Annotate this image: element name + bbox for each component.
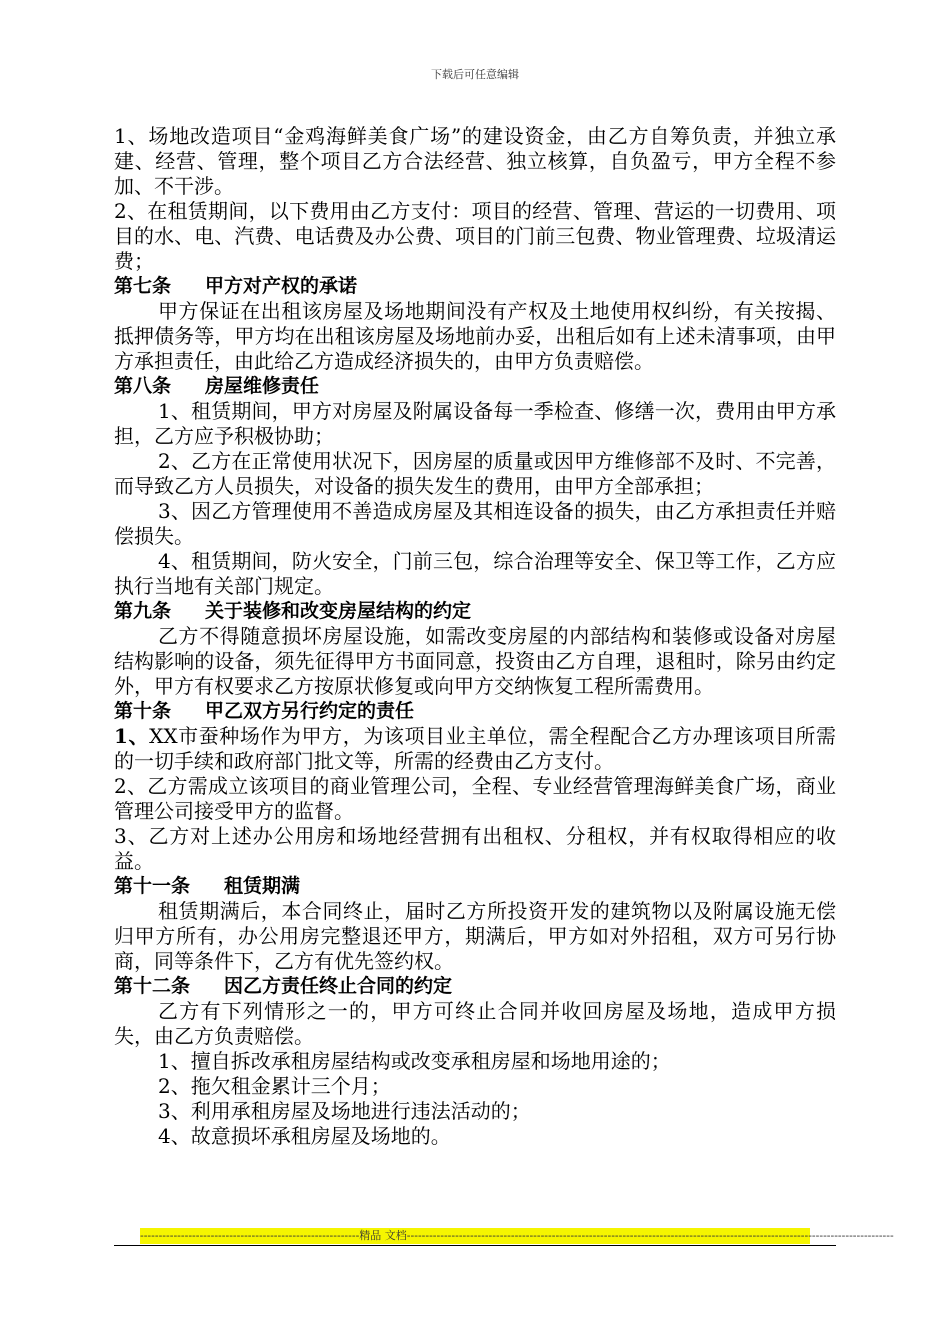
paragraph bbox=[114, 399, 836, 449]
article-title: 关于装修和改变房屋结构的约定 bbox=[205, 600, 472, 622]
paragraph-text: 3、乙方对上述办公用房和场地经营拥有出租权、分租权，并有权取得相应的收益。 bbox=[114, 824, 836, 873]
footer-rule bbox=[114, 1245, 836, 1246]
paragraph bbox=[114, 549, 836, 599]
paragraph bbox=[114, 624, 836, 699]
paragraph-text: 乙方有下列情形之一的，甲方可终止合同并收回房屋及场地，造成甲方损失，由乙方负责赔偿。 bbox=[114, 999, 836, 1048]
footer-watermark: -----------------------------------------------------------精品 文档----------------------------------------------------------------------------------------------------------------------------------- bbox=[140, 1229, 894, 1242]
paragraph-text: 甲方保证在出租该房屋及场地期间没有产权及土地使用权纠纷，有关按揭、抵押债务等，甲方均在出租该房屋及场地前办妥，出租后如有上述未清事项，由甲方承担责任，由此给乙方造成经济损失的，由甲方负责赔偿。 bbox=[114, 299, 836, 373]
article-heading bbox=[114, 974, 836, 999]
paragraph bbox=[114, 499, 836, 549]
paragraph-text: 乙方不得随意损坏房屋设施，如需改变房屋的内部结构和装修或设备对房屋结构影响的设备，须先征得甲方书面同意，投资由乙方自理，退租时，除另由约定外，甲方有权要求乙方按原状修复或向甲方交纳恢复工程所需费用。 bbox=[114, 624, 836, 698]
paragraph bbox=[114, 1124, 836, 1149]
paragraph bbox=[114, 774, 836, 824]
article-number: 第十二条 bbox=[114, 975, 191, 997]
article-heading bbox=[114, 699, 836, 724]
article-number: 第十一条 bbox=[114, 875, 191, 897]
page-header-note: 下载后可任意编辑 bbox=[431, 68, 519, 81]
article-heading bbox=[114, 874, 836, 899]
paragraph bbox=[114, 824, 836, 874]
paragraph-text: 3、利用承租房屋及场地进行违法活动的； bbox=[158, 1099, 531, 1123]
paragraph bbox=[114, 1074, 836, 1099]
paragraph-text: 1、擅自拆改承租房屋结构或改变承租房屋和场地用途的； bbox=[158, 1049, 671, 1073]
paragraph bbox=[114, 899, 836, 974]
paragraph-text: 2、在租赁期间，以下费用由乙方支付：项目的经营、管理、营运的一切费用、项目的水、电、汽费、电话费及办公费、项目的门前三包费、物业管理费、垃圾清运费； bbox=[114, 199, 836, 273]
paragraph bbox=[114, 1049, 836, 1074]
paragraph-text: 1、场地改造项目“金鸡海鲜美食广场”的建设资金，由乙方自筹负责，并独立承建、经营、管理，整个项目乙方合法经营、独立核算，自负盈亏，甲方全程不参加、不干涉。 bbox=[114, 124, 836, 198]
article-heading bbox=[114, 274, 836, 299]
article-title: 租赁期满 bbox=[224, 875, 301, 897]
paragraph-text: 4、租赁期间，防火安全，门前三包，综合治理等安全、保卫等工作，乙方应执行当地有关部门规定。 bbox=[114, 549, 836, 598]
article-title: 甲乙双方另行约定的责任 bbox=[205, 700, 415, 722]
paragraph-number: 1、 bbox=[114, 724, 150, 748]
paragraph bbox=[114, 449, 836, 499]
article-title: 甲方对产权的承诺 bbox=[205, 275, 358, 297]
paragraph bbox=[114, 1099, 836, 1124]
paragraph bbox=[114, 199, 836, 274]
paragraph-text: 租赁期满后，本合同终止，届时乙方所投资开发的建筑物以及附属设施无偿归甲方所有，办公用房完整退还甲方，期满后，甲方如对外招租，双方可另行协商，同等条件下，乙方有优先签约权。 bbox=[114, 899, 836, 973]
paragraph-text: 2、拖欠租金累计三个月； bbox=[158, 1074, 391, 1098]
article-number: 第八条 bbox=[114, 375, 172, 397]
article-number: 第七条 bbox=[114, 275, 172, 297]
article-heading bbox=[114, 599, 836, 624]
paragraph bbox=[114, 299, 836, 374]
paragraph bbox=[114, 724, 836, 774]
paragraph bbox=[114, 124, 836, 199]
paragraph-text: 1、租赁期间，甲方对房屋及附属设备每一季检查、修缮一次，费用由甲方承担，乙方应予积极协助； bbox=[114, 399, 836, 448]
article-title: 因乙方责任终止合同的约定 bbox=[224, 975, 453, 997]
article-number: 第九条 bbox=[114, 600, 172, 622]
paragraph bbox=[114, 999, 836, 1049]
article-number: 第十条 bbox=[114, 700, 172, 722]
article-title: 房屋维修责任 bbox=[205, 375, 320, 397]
paragraph-text: XX市蚕种场作为甲方，为该项目业主单位，需全程配合乙方办理该项目所需的一切手续和政府部门批文等，所需的经费由乙方支付。 bbox=[114, 724, 836, 773]
paragraph-text: 2、乙方需成立该项目的商业管理公司，全程、专业经营管理海鲜美食广场，商业管理公司接受甲方的监督。 bbox=[114, 774, 836, 823]
paragraph-text: 2、乙方在正常使用状况下，因房屋的质量或因甲方维修部不及时、不完善，而导致乙方人员损失，对设备的损失发生的费用，由甲方全部承担； bbox=[114, 449, 836, 498]
article-heading bbox=[114, 374, 836, 399]
paragraph-text: 4、故意损坏承租房屋及场地的。 bbox=[158, 1124, 451, 1148]
paragraph-text: 3、因乙方管理使用不善造成房屋及其相连设备的损失，由乙方承担责任并赔偿损失。 bbox=[114, 499, 836, 548]
document-body bbox=[114, 124, 836, 1149]
